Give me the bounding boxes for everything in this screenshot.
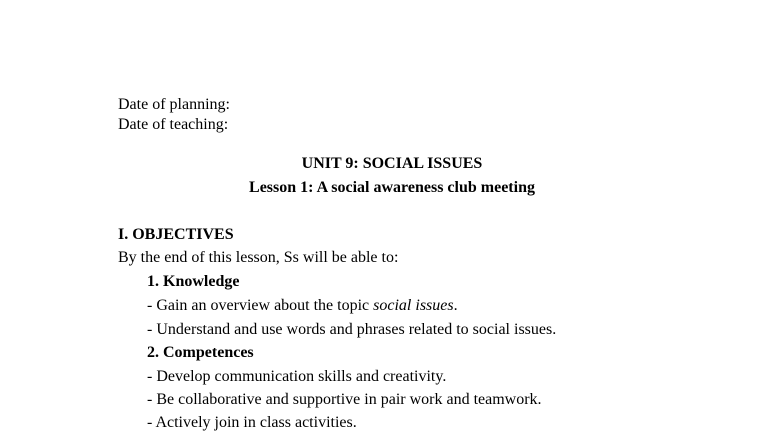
knowledge-item-1-suffix: .: [453, 297, 458, 314]
knowledge-heading: 1. Knowledge: [147, 273, 240, 290]
knowledge-item-1-prefix: - Gain an overview about the topic: [147, 297, 374, 314]
date-of-planning-label: Date of planning:: [118, 96, 230, 113]
competences-item-3: - Actively join in class activities.: [147, 414, 357, 431]
knowledge-item-1: [147, 296, 458, 316]
competences-item-2: - Be collaborative and supportive in pair work and teamwork.: [147, 391, 542, 408]
unit-title: UNIT 9: SOCIAL ISSUES: [301, 155, 483, 172]
objectives-intro: By the end of this lesson, Ss will be able to:: [118, 249, 399, 266]
competences-heading: 2. Competences: [147, 344, 254, 361]
knowledge-item-2: - Understand and use words and phrases related to social issues.: [147, 321, 557, 338]
objectives-heading: I. OBJECTIVES: [118, 226, 234, 243]
lesson-title: Lesson 1: A social awareness club meeting: [249, 179, 535, 196]
competences-item-1: - Develop communication skills and creativity.: [147, 368, 447, 385]
date-of-teaching-label: Date of teaching:: [118, 116, 229, 133]
knowledge-item-1-emphasis: social issues: [373, 297, 454, 314]
